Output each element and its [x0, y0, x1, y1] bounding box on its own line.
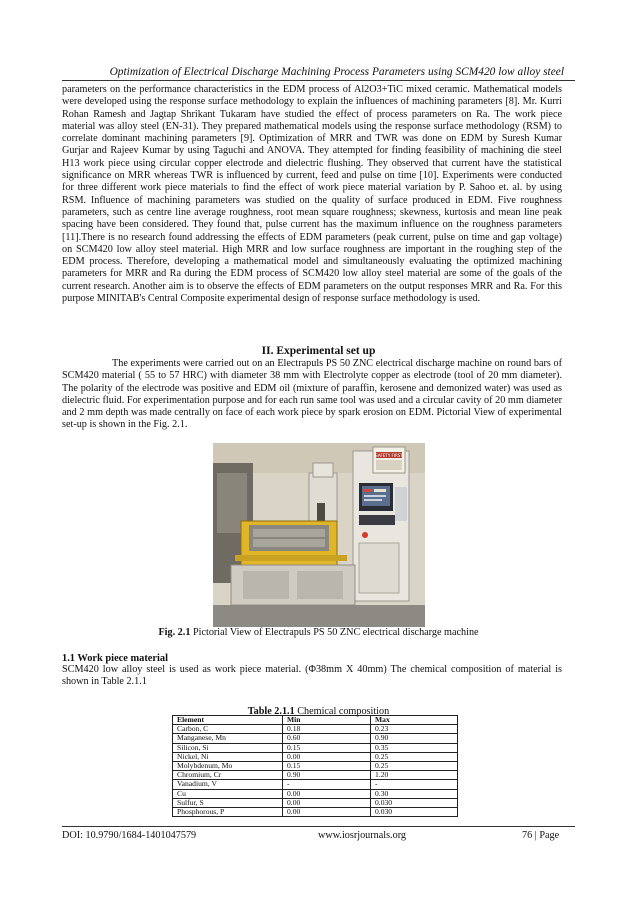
body-paragraph-intro: parameters on the performance characteristics in the EDM process of Al2O3+TiC mixed ceramic. Mathematical models were developed using the response surface methodology to explain the influences of machining parameters [8]. Mr. Kurri Rohan Ramesh and Jagtap Shrikant Tukaram have studied the effect of process parameters on Ra. The work piece material was alloy steel (EN-31). They prepared mathematical models using the response surface methodology (RSM) to correlate dominant machining parameters [9]. Optimization of MRR and TWR was done on EDM by Suresh Kumar Gurjar and Rajeev Kumar by using Taguchi and ANOVA. They attempted for finding feasibility of machining die steel H13 work piece using circular copper electrode and dielectric flushing. They observed that current have the statistical significance on MRR whereas TWR is influenced by current, feed and pulse on time [10]. Experiments were conducted for three different work piece materials to find the effect of work piece material variation by P. Sahoo et. al. by using RSM. Influence of machining parameters was studied on the quality of surface produced in EDM. Five roughness parameters, such as centre line average roughness, root mean square roughness; skewness, kurtosis and mean line peak spacing have been considered. They found that, pulse current has the maximum influence on the roughness parameters [11].There is no research found addressing the effects of EDM parameters (peak current, pulse on time and gap voltage) on SCM420 low alloy steel material. High MRR and low surface roughness are important in the roughing step of the EDM process. Therefore, developing a mathematical model and simultaneously evaluating the optimized machining parameters for MRR and Ra during the EDM process of SCM420 low alloy steel material are some of the goals of the current research. Another aim is to observe the effects of EDM parameters on the output responses MRR and Ra. For this purpose MINITAB's Central Composite experimental design of response surface methodology is used. [62, 84, 562, 305]
table-cell: 0.23 [371, 725, 458, 734]
footer-site-link[interactable]: www.iosrjournals.org [318, 830, 407, 841]
table-cell: 0.90 [371, 734, 458, 743]
table-cell: Phosphorous, P [173, 808, 283, 817]
section-title: II. Experimental set up [261, 345, 376, 357]
table-cell: 0.35 [371, 743, 458, 752]
footer-doi: DOI: 10.9790/1684-1401047579 [62, 830, 197, 841]
footer-rule [62, 826, 575, 827]
table-cell: Nickel, Ni [173, 752, 283, 761]
table-cell: Vanadium, V [173, 780, 283, 789]
footer-page-number: 76 | Page [522, 830, 560, 841]
table-label: Table 2.1.1 [247, 706, 295, 717]
table-cell: Manganese, Mn [173, 734, 283, 743]
table-caption-text: Chemical composition [297, 706, 390, 717]
table-header-min: Min [283, 716, 371, 725]
table-cell: 0.30 [371, 789, 458, 798]
edm-machine-photo [213, 443, 425, 627]
body-paragraph-setup: The experiments were carried out on an Electrapuls PS 50 ZNC electrical discharge machine on round bars of SCM420 material ( 55 to 57 HRC) with diameter 38 mm with Electrolyte copper as electrode (tool of 20 mm diameter). The polarity of the electrode was positive and EDM oil (mixture of paraffin, kerosene and demonized water) was used as dielectric fluid. For experimentation purpose and for each run same tool was used and a circular cavity of 20 mm diameter and 2 mm depth was made centrally on face of each work piece by spark erosion on EDM. Pictorial View of experimental set-up is shown in the Fig. 2.1. [62, 358, 562, 431]
table-cell: 0.25 [371, 752, 458, 761]
table-cell: 0.15 [283, 743, 371, 752]
table-cell: Carbon, C [173, 725, 283, 734]
figure-caption [62, 627, 575, 638]
chemical-composition-table [172, 715, 458, 817]
figure-label: Fig. 2.1 [158, 627, 191, 638]
table-header-element: Element [173, 716, 283, 725]
table-cell: Molybdenum, Mo [173, 762, 283, 771]
table-cell: 0.00 [283, 752, 371, 761]
table-cell: 0.60 [283, 734, 371, 743]
table-cell: Cu [173, 789, 283, 798]
table-row [173, 780, 458, 789]
table-cell: - [371, 780, 458, 789]
safety-sign-text: SAFETY FIRST [375, 453, 403, 458]
table-cell: Chromium, Cr [173, 771, 283, 780]
table-cell: 0.90 [283, 771, 371, 780]
table-cell: - [283, 780, 371, 789]
table-cell: 0.25 [371, 762, 458, 771]
edm-machine-illustration [213, 443, 425, 627]
table-row [173, 808, 458, 817]
header-rule [62, 80, 575, 81]
figure-caption-text: Pictorial View of Electrapuls PS 50 ZNC electrical discharge machine [192, 627, 479, 638]
body-paragraph-material: SCM420 low alloy steel is used as work piece material. (Φ38mm X 40mm) The chemical composition of material is shown in Table 2.1.1 [62, 664, 562, 688]
subsection-title: 1.1 Work piece material [62, 653, 169, 664]
table-row [173, 734, 458, 743]
table-header-row [173, 716, 458, 725]
running-title: Optimization of Electrical Discharge Machining Process Parameters using SCM420 low alloy steel [109, 66, 564, 78]
table-cell: 0.030 [371, 808, 458, 817]
table-cell: 0.00 [283, 789, 371, 798]
table-cell: 0.18 [283, 725, 371, 734]
table-row [173, 743, 458, 752]
table-row [173, 789, 458, 798]
table-cell: 1.20 [371, 771, 458, 780]
table-cell: Sulfur, S [173, 798, 283, 807]
table-cell: 0.030 [371, 798, 458, 807]
table-cell: 0.00 [283, 798, 371, 807]
table-cell: 0.15 [283, 762, 371, 771]
table-cell: 0.00 [283, 808, 371, 817]
table-header-max: Max [371, 716, 458, 725]
table-cell: Silicon, Si [173, 743, 283, 752]
